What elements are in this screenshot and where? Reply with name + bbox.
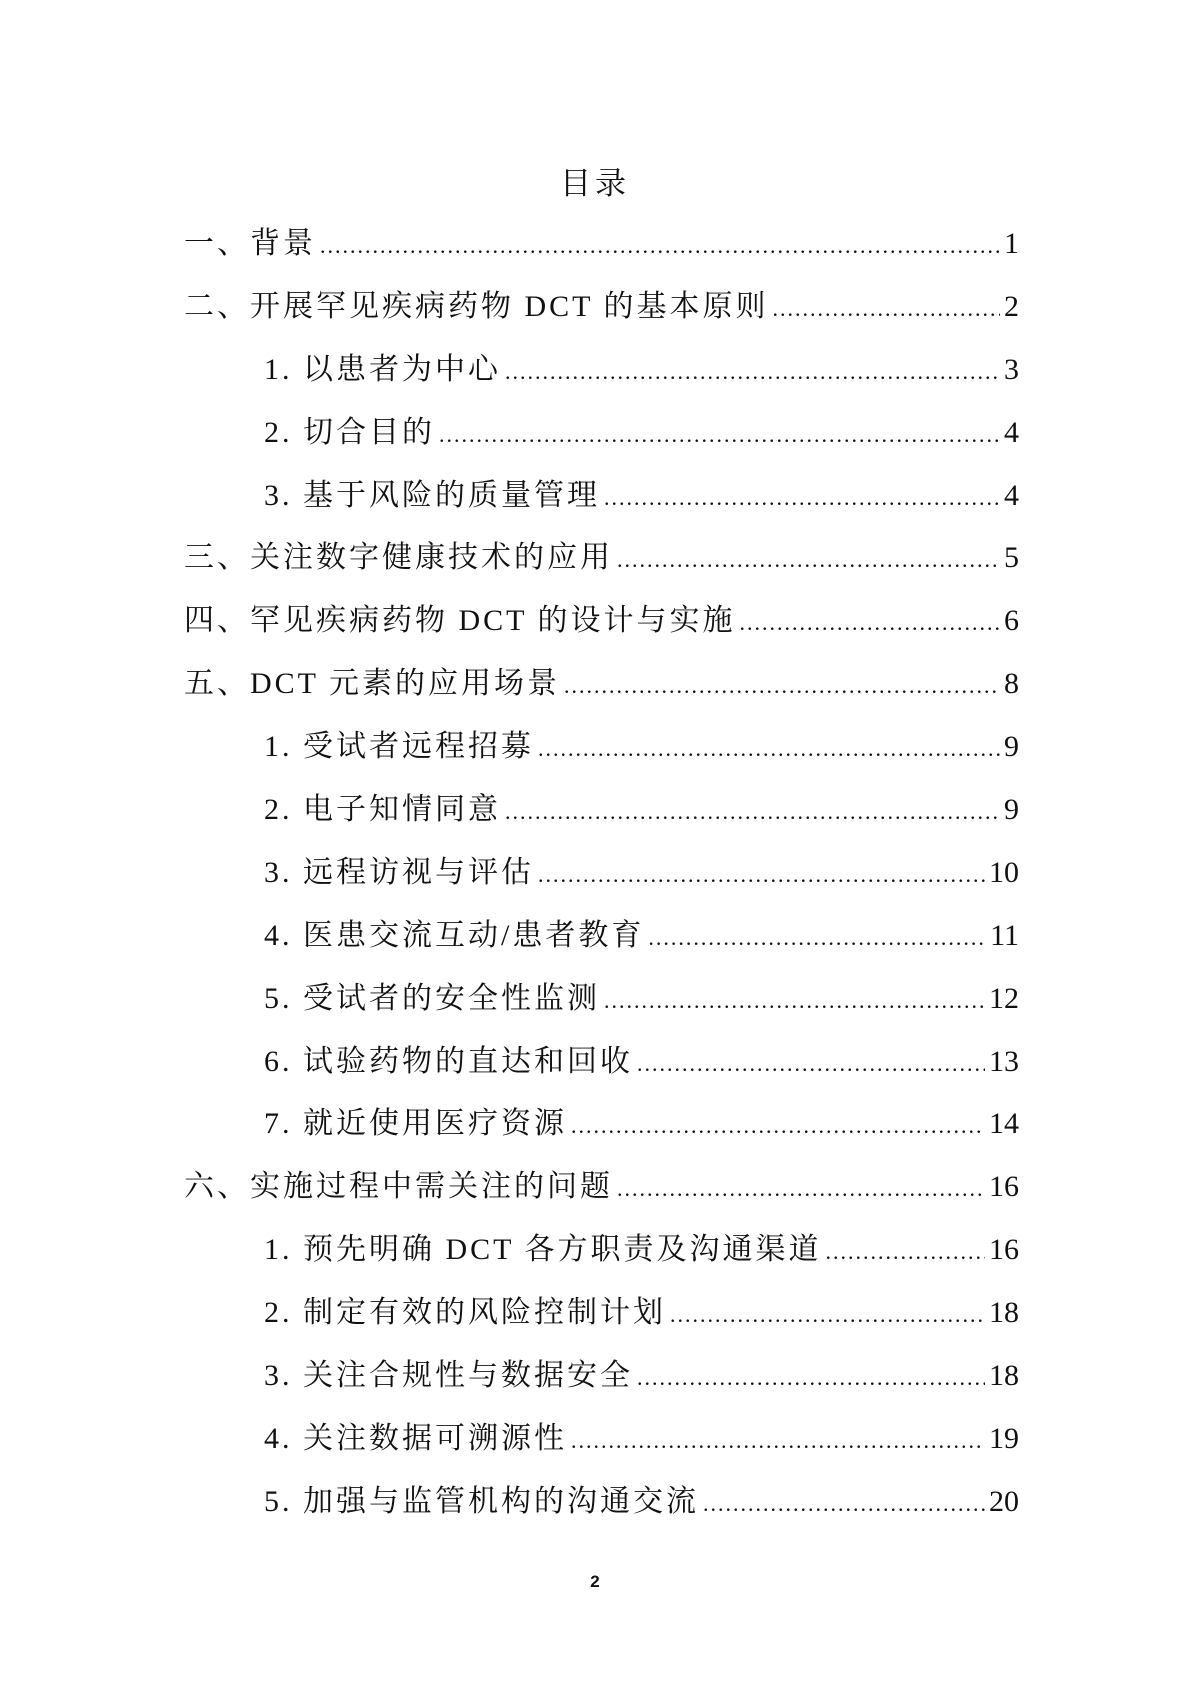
toc-entry-page: 19 [989, 1421, 1019, 1455]
toc-entry-label: 四、罕见疾病药物 DCT 的设计与实施 [184, 604, 736, 638]
toc-entry-page: 18 [989, 1296, 1019, 1330]
dot-leader [648, 925, 986, 951]
toc-entry[interactable] [184, 344, 1019, 407]
toc-entry-page: 12 [989, 981, 1019, 1015]
dot-leader [739, 610, 1000, 636]
toc-entry-page: 9 [1004, 730, 1019, 764]
toc-entry-label: 5. 受试者的安全性监测 [264, 981, 600, 1015]
toc-entry-page: 18 [989, 1359, 1019, 1393]
toc-entry-label: 7. 就近使用医疗资源 [264, 1107, 567, 1141]
toc-entry[interactable] [184, 281, 1019, 344]
toc-entry[interactable] [184, 218, 1019, 281]
toc-entry[interactable] [184, 532, 1019, 595]
toc-entry-label: 6. 试验药物的直达和回收 [264, 1044, 633, 1078]
toc-entry-page: 3 [1004, 352, 1019, 386]
toc-entry-page: 20 [989, 1484, 1019, 1518]
toc-entry[interactable] [184, 1224, 1019, 1287]
toc-title: 目录 [560, 166, 630, 201]
toc-entry-label: 3. 基于风险的质量管理 [264, 478, 600, 512]
toc-entry-page: 14 [989, 1107, 1019, 1141]
toc-entry-label: 5. 加强与监管机构的沟通交流 [264, 1484, 699, 1518]
dot-leader [772, 296, 1000, 322]
toc-entry[interactable] [184, 1036, 1019, 1099]
toc-entry-label: 3. 关注合规性与数据安全 [264, 1359, 633, 1393]
toc-entry-label: 4. 医患交流互动/患者教育 [264, 918, 645, 952]
toc-entry[interactable] [184, 847, 1019, 910]
dot-leader [439, 422, 1000, 448]
dot-leader [617, 1176, 985, 1202]
toc-entry[interactable] [184, 595, 1019, 658]
dot-leader [564, 673, 1000, 699]
dot-leader [571, 1428, 985, 1454]
toc-entry-page: 16 [989, 1233, 1019, 1267]
page-number: 2 [590, 1572, 600, 1591]
toc-entry-page: 5 [1004, 541, 1019, 575]
toc-entry[interactable] [184, 973, 1019, 1036]
toc-entry-label: 2. 制定有效的风险控制计划 [264, 1296, 666, 1330]
table-of-contents [184, 218, 1019, 1539]
toc-entry-label: 五、DCT 元素的应用场景 [184, 667, 560, 701]
toc-entry-label: 2. 切合目的 [264, 415, 435, 449]
dot-leader [538, 862, 985, 888]
toc-entry[interactable] [184, 1350, 1019, 1413]
toc-entry[interactable] [184, 721, 1019, 784]
toc-entry-page: 11 [990, 918, 1019, 952]
dot-leader [703, 1491, 985, 1517]
toc-entry-label: 3. 远程访视与评估 [264, 855, 534, 889]
toc-entry-label: 4. 关注数据可溯源性 [264, 1421, 567, 1455]
dot-leader [637, 1051, 985, 1077]
dot-leader [571, 1113, 985, 1139]
dot-leader [825, 1239, 985, 1265]
toc-entry[interactable] [184, 407, 1019, 470]
toc-entry-page: 13 [989, 1044, 1019, 1078]
toc-entry[interactable] [184, 910, 1019, 973]
dot-leader [505, 799, 1000, 825]
toc-entry[interactable] [184, 1161, 1019, 1224]
toc-entry-label: 1. 受试者远程招募 [264, 730, 534, 764]
toc-entry[interactable] [184, 470, 1019, 533]
toc-entry-label: 一、背景 [184, 227, 316, 260]
dot-leader [670, 1302, 985, 1328]
toc-entry-page: 16 [989, 1170, 1019, 1204]
dot-leader [617, 547, 1000, 573]
toc-entry[interactable] [184, 1476, 1019, 1539]
toc-entry-page: 10 [989, 855, 1019, 889]
toc-entry-page: 8 [1004, 667, 1019, 701]
dot-leader [604, 485, 1000, 511]
toc-entry-page: 6 [1004, 604, 1019, 638]
toc-entry-label: 六、实施过程中需关注的问题 [184, 1170, 613, 1204]
dot-leader [320, 233, 1000, 259]
toc-entry-label: 三、关注数字健康技术的应用 [184, 541, 613, 575]
toc-entry[interactable] [184, 1098, 1019, 1161]
toc-entry[interactable] [184, 784, 1019, 847]
toc-entry-page: 9 [1004, 793, 1019, 827]
dot-leader [604, 988, 985, 1014]
toc-entry-page: 4 [1004, 478, 1019, 512]
toc-entry[interactable] [184, 1413, 1019, 1476]
toc-entry-page: 2 [1004, 289, 1019, 323]
toc-entry-page: 4 [1004, 415, 1019, 449]
dot-leader [637, 1365, 985, 1391]
toc-entry[interactable] [184, 1287, 1019, 1350]
toc-entry-label: 2. 电子知情同意 [264, 793, 501, 827]
dot-leader [538, 736, 1000, 762]
toc-entry-label: 1. 预先明确 DCT 各方职责及沟通渠道 [264, 1233, 822, 1267]
toc-entry-label: 1. 以患者为中心 [264, 352, 501, 386]
toc-entry-page: 1 [1004, 227, 1019, 260]
toc-entry[interactable] [184, 658, 1019, 721]
dot-leader [505, 359, 1000, 385]
toc-entry-label: 二、开展罕见疾病药物 DCT 的基本原则 [184, 289, 769, 323]
